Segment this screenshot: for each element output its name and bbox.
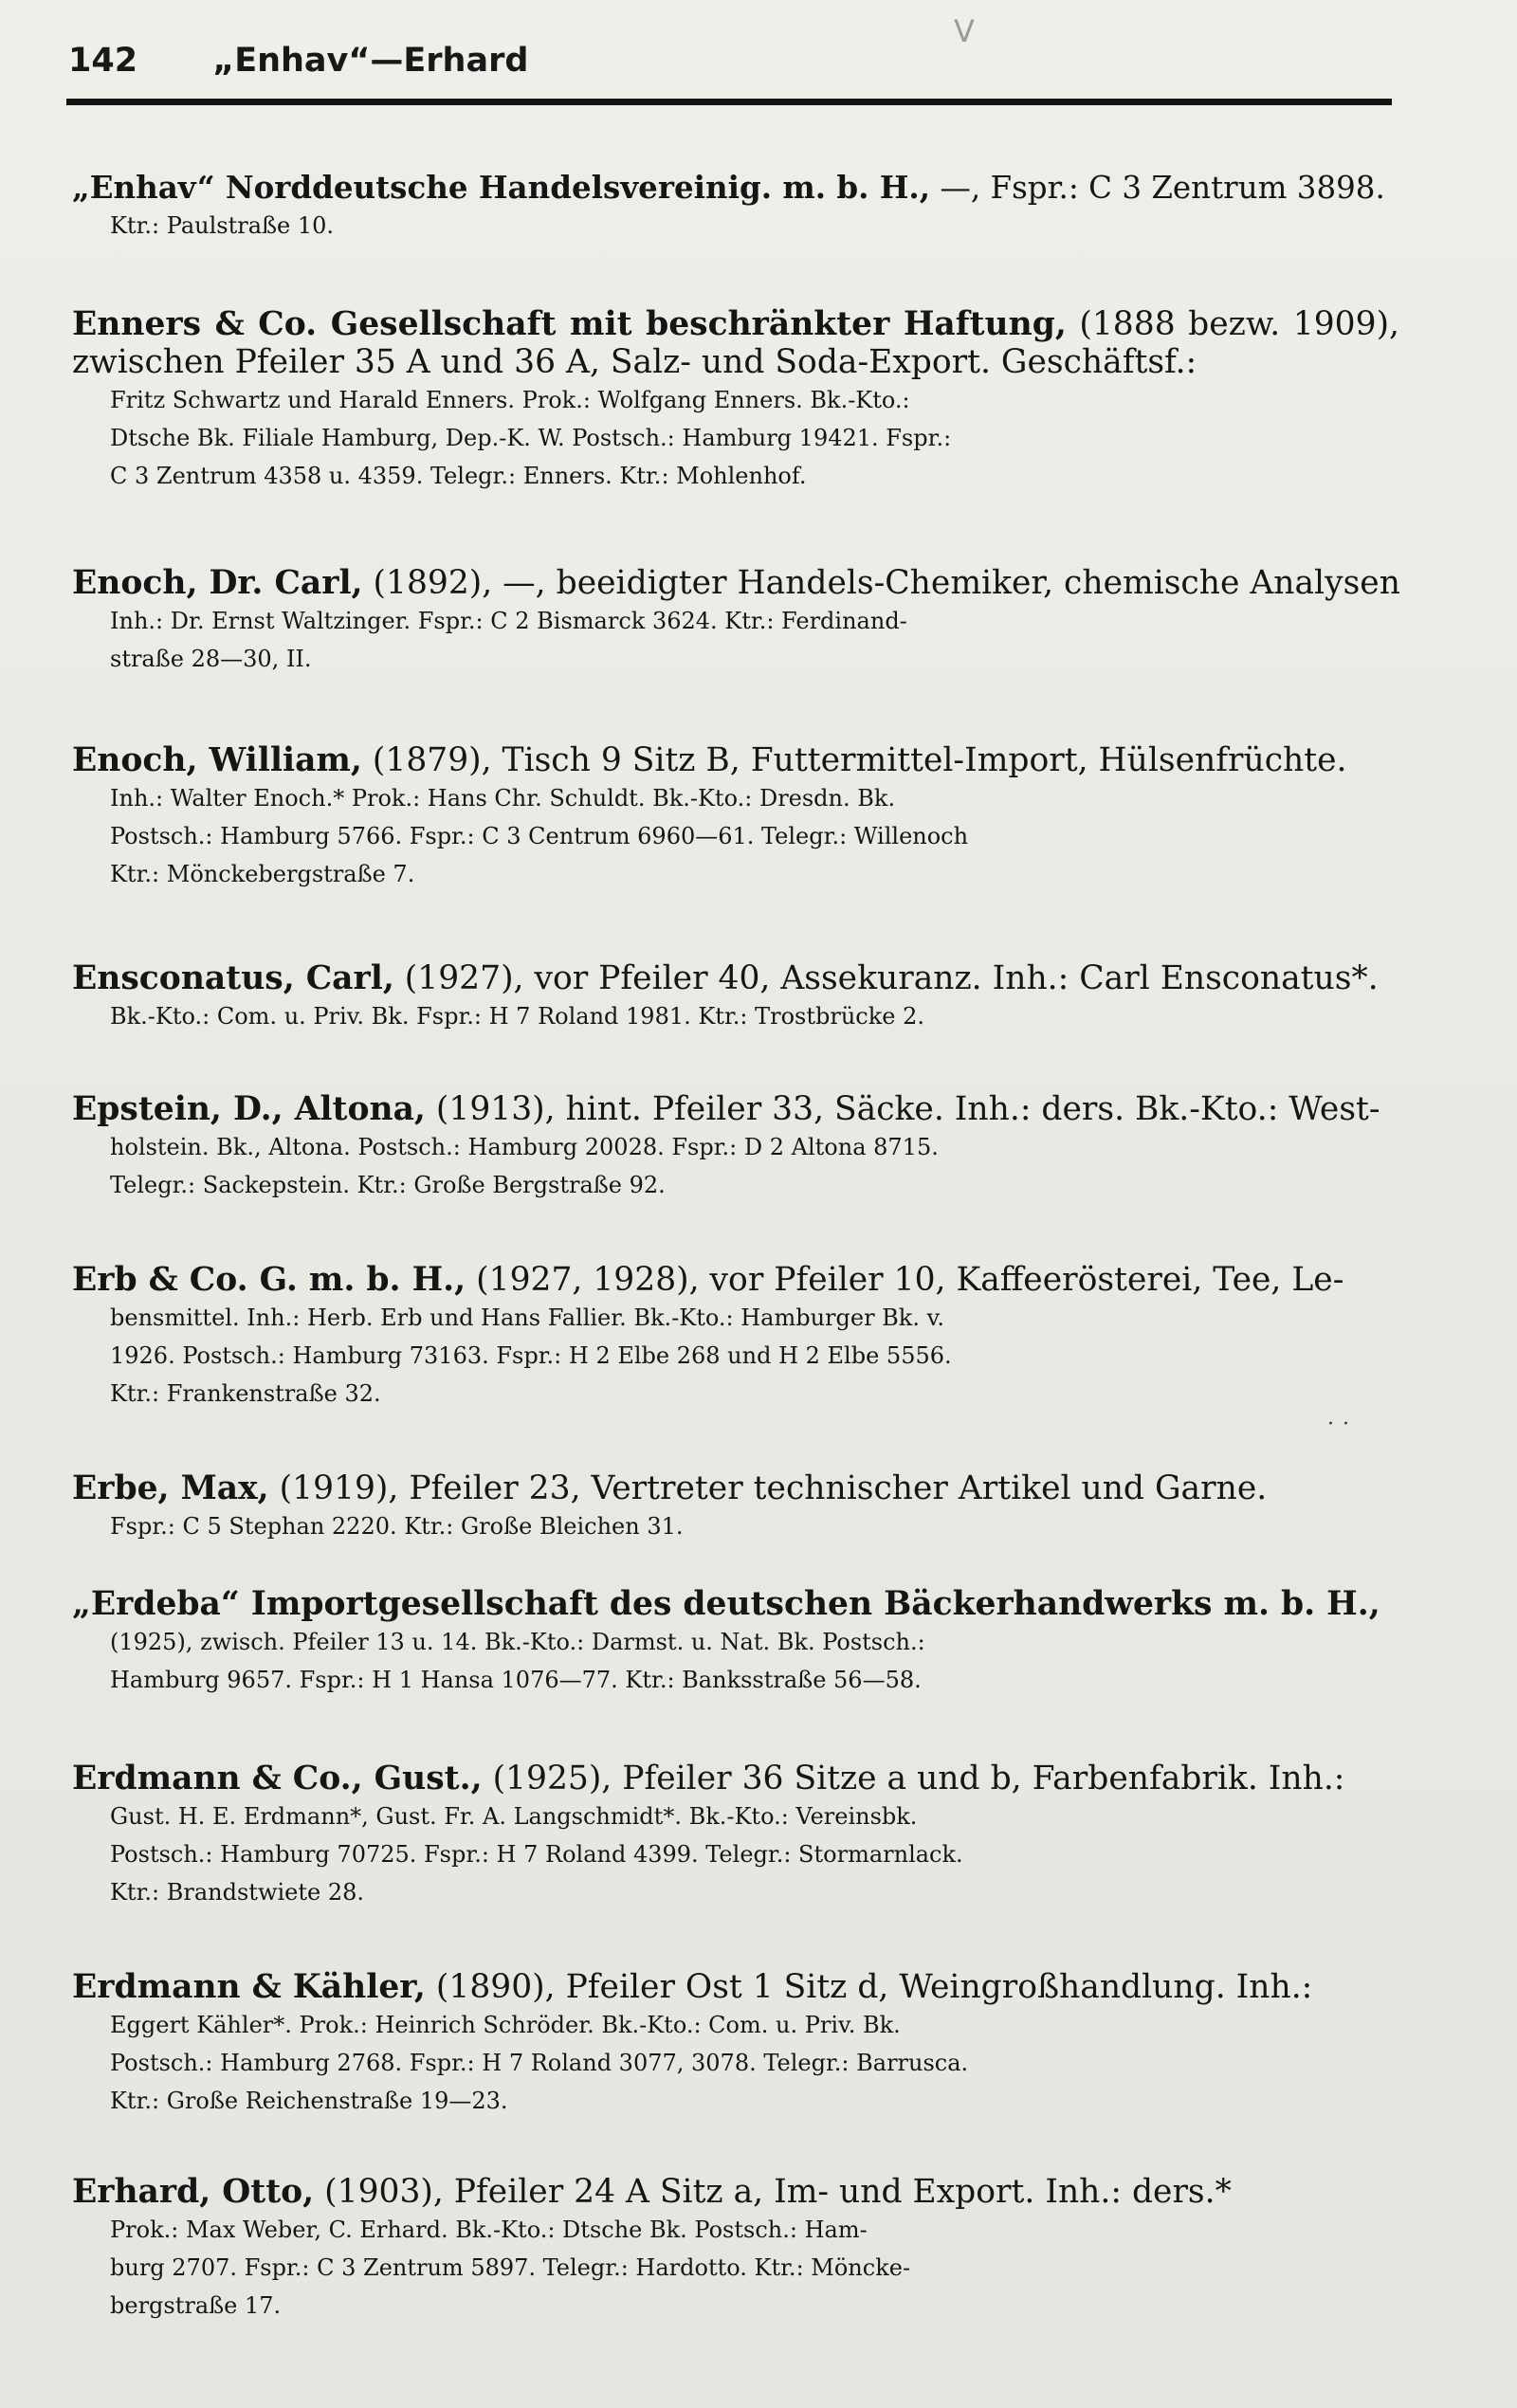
entry-name: Erhard, Otto, <box>72 2173 315 2211</box>
entry-line: bergstraße 17. <box>110 2292 282 2319</box>
entry-line: (1927), vor Pfeiler 40, Assekuranz. Inh.: Carl Ensconatus*. <box>393 959 1379 997</box>
entry-name: „Enhav“ Norddeutsche Handelsvereinig. m. b. H., <box>72 169 931 206</box>
entry-line: (1927, 1928), vor Pfeiler 10, Kaffeerösterei, Tee, Le- <box>466 1261 1344 1299</box>
entry-line: 1926. Postsch.: Hamburg 73163. Fspr.: H 2 Elbe 268 und H 2 Elbe 5556. <box>110 1342 952 1369</box>
entry-name: Erdmann & Co., Gust., <box>72 1760 483 1797</box>
entry-line: holstein. Bk., Altona. Postsch.: Hamburg 20028. Fspr.: D 2 Altona 8715. <box>110 1134 939 1160</box>
entry-line: Inh.: Dr. Ernst Waltzinger. Fspr.: C 2 Bismarck 3624. Ktr.: Ferdinand- <box>110 608 907 634</box>
entry-line: Dtsche Bk. Filiale Hamburg, Dep.-K. W. Postsch.: Hamburg 19421. Fspr.: <box>110 425 952 451</box>
entry-line: (1892), —, beeidigter Handels-Chemiker, chemische Analysen <box>362 564 1400 602</box>
entry-line: Hamburg 9657. Fspr.: H 1 Hansa 1076—77. Ktr.: Banksstraße 56—58. <box>110 1667 922 1693</box>
entry-line: (1913), hint. Pfeiler 33, Säcke. Inh.: ders. Bk.-Kto.: West- <box>425 1090 1380 1128</box>
entry-line: Ktr.: Brandstwiete 28. <box>110 1879 365 1906</box>
entry-name: Ensconatus, Carl, <box>72 959 394 997</box>
entry-line: (1879), Tisch 9 Sitz B, Futtermittel-Import, Hülsenfrüchte. <box>361 741 1347 779</box>
entry-line: (1925), zwisch. Pfeiler 13 u. 14. Bk.-Kto.: Darmst. u. Nat. Bk. Postsch.: <box>110 1629 925 1655</box>
directory-entry <box>72 959 1399 1035</box>
directory-entry <box>72 1261 1399 1413</box>
entry-line: Postsch.: Hamburg 5766. Fspr.: C 3 Centrum 6960—61. Telegr.: Willenoch <box>110 823 969 849</box>
directory-entry <box>72 1469 1399 1545</box>
pencil-mark: V <box>954 13 975 49</box>
directory-entry <box>72 2173 1399 2325</box>
entry-line: Gust. H. E. Erdmann*, Gust. Fr. A. Langschmidt*. Bk.-Kto.: Vereinsbk. <box>110 1803 918 1830</box>
entry-line: Ktr.: Mönckebergstraße 7. <box>110 861 415 887</box>
entry-name: Erdmann & Kähler, <box>72 1968 426 2006</box>
directory-entry <box>72 305 1399 495</box>
entry-line: Prok.: Max Weber, C. Erhard. Bk.-Kto.: Dtsche Bk. Postsch.: Ham- <box>110 2216 868 2243</box>
entry-line: (1919), Pfeiler 23, Vertreter technischer Artikel und Garne. <box>268 1469 1268 1507</box>
entry-line: (1903), Pfeiler 24 A Sitz a, Im- und Export. Inh.: ders.* <box>314 2173 1232 2211</box>
entry-line: C 3 Zentrum 4358 u. 4359. Telegr.: Enners. Ktr.: Mohlenhof. <box>110 463 807 489</box>
entry-line: Bk.-Kto.: Com. u. Priv. Bk. Fspr.: H 7 Roland 1981. Ktr.: Trostbrücke 2. <box>110 1003 925 1030</box>
entry-line: burg 2707. Fspr.: C 3 Zentrum 5897. Telegr.: Hardotto. Ktr.: Möncke- <box>110 2254 911 2281</box>
entry-line: Telegr.: Sackepstein. Ktr.: Große Bergstraße 92. <box>110 1172 666 1198</box>
directory-entry <box>72 1585 1399 1699</box>
entry-line: Ktr.: Frankenstraße 32. <box>110 1380 381 1407</box>
entry-line: Postsch.: Hamburg 2768. Fspr.: H 7 Roland 3077, 3078. Telegr.: Barrusca. <box>110 2050 969 2076</box>
entry-name: Erb & Co. G. m. b. H., <box>72 1261 466 1299</box>
directory-entry <box>72 1760 1399 1911</box>
entry-line: —, Fspr.: C 3 Zentrum 3898. <box>930 170 1385 206</box>
directory-entry <box>72 741 1399 893</box>
entry-name: Epstein, D., Altona, <box>72 1090 426 1128</box>
header-rule <box>66 99 1392 105</box>
entry-name: Enners & Co. Gesellschaft mit beschränkter Haftung, <box>72 305 1067 343</box>
entry-name: Enoch, William, <box>72 741 362 779</box>
entry-line: (1888 bezw. 1909), zwischen Pfeiler 35 A und 36 A, Salz- und Soda-Export. Geschäftsf.: <box>72 305 1400 381</box>
directory-entry <box>72 564 1399 678</box>
entry-line: (1890), Pfeiler Ost 1 Sitz d, Weingroßhandlung. Inh.: <box>425 1968 1313 2006</box>
entry-line: Ktr.: Große Reichenstraße 19—23. <box>110 2088 508 2114</box>
entry-line: (1925), Pfeiler 36 Sitze a und b, Farbenfabrik. Inh.: <box>482 1760 1345 1797</box>
directory-entry <box>72 1090 1399 1204</box>
entry-line: straße 28—30, II. <box>110 646 312 672</box>
entry-line: Ktr.: Paulstraße 10. <box>110 212 335 239</box>
entry-line: Eggert Kähler*. Prok.: Heinrich Schröder. Bk.-Kto.: Com. u. Priv. Bk. <box>110 2012 901 2038</box>
page-header <box>68 42 528 80</box>
ink-speck: · · <box>1327 1413 1350 1436</box>
directory-entry <box>72 1968 1399 2120</box>
running-title: „Enhav“—Erhard <box>212 42 529 80</box>
entry-line: Postsch.: Hamburg 70725. Fspr.: H 7 Roland 4399. Telegr.: Stormarnlack. <box>110 1841 963 1868</box>
entry-line: Fspr.: C 5 Stephan 2220. Ktr.: Große Bleichen 31. <box>110 1513 684 1540</box>
entry-line: bensmittel. Inh.: Herb. Erb und Hans Fallier. Bk.-Kto.: Hamburger Bk. v. <box>110 1304 944 1331</box>
entry-name: „Erdeba“ Importgesellschaft des deutschen Bäckerhandwerks m. b. H., <box>72 1585 1380 1623</box>
page-number: 142 <box>68 42 138 80</box>
entry-name: Erbe, Max, <box>72 1469 269 1507</box>
entry-line: Fritz Schwartz und Harald Enners. Prok.: Wolfgang Enners. Bk.-Kto.: <box>110 387 910 413</box>
entry-line: Inh.: Walter Enoch.* Prok.: Hans Chr. Schuldt. Bk.-Kto.: Dresdn. Bk. <box>110 785 896 812</box>
entry-name: Enoch, Dr. Carl, <box>72 564 363 602</box>
directory-entry <box>72 169 1399 245</box>
